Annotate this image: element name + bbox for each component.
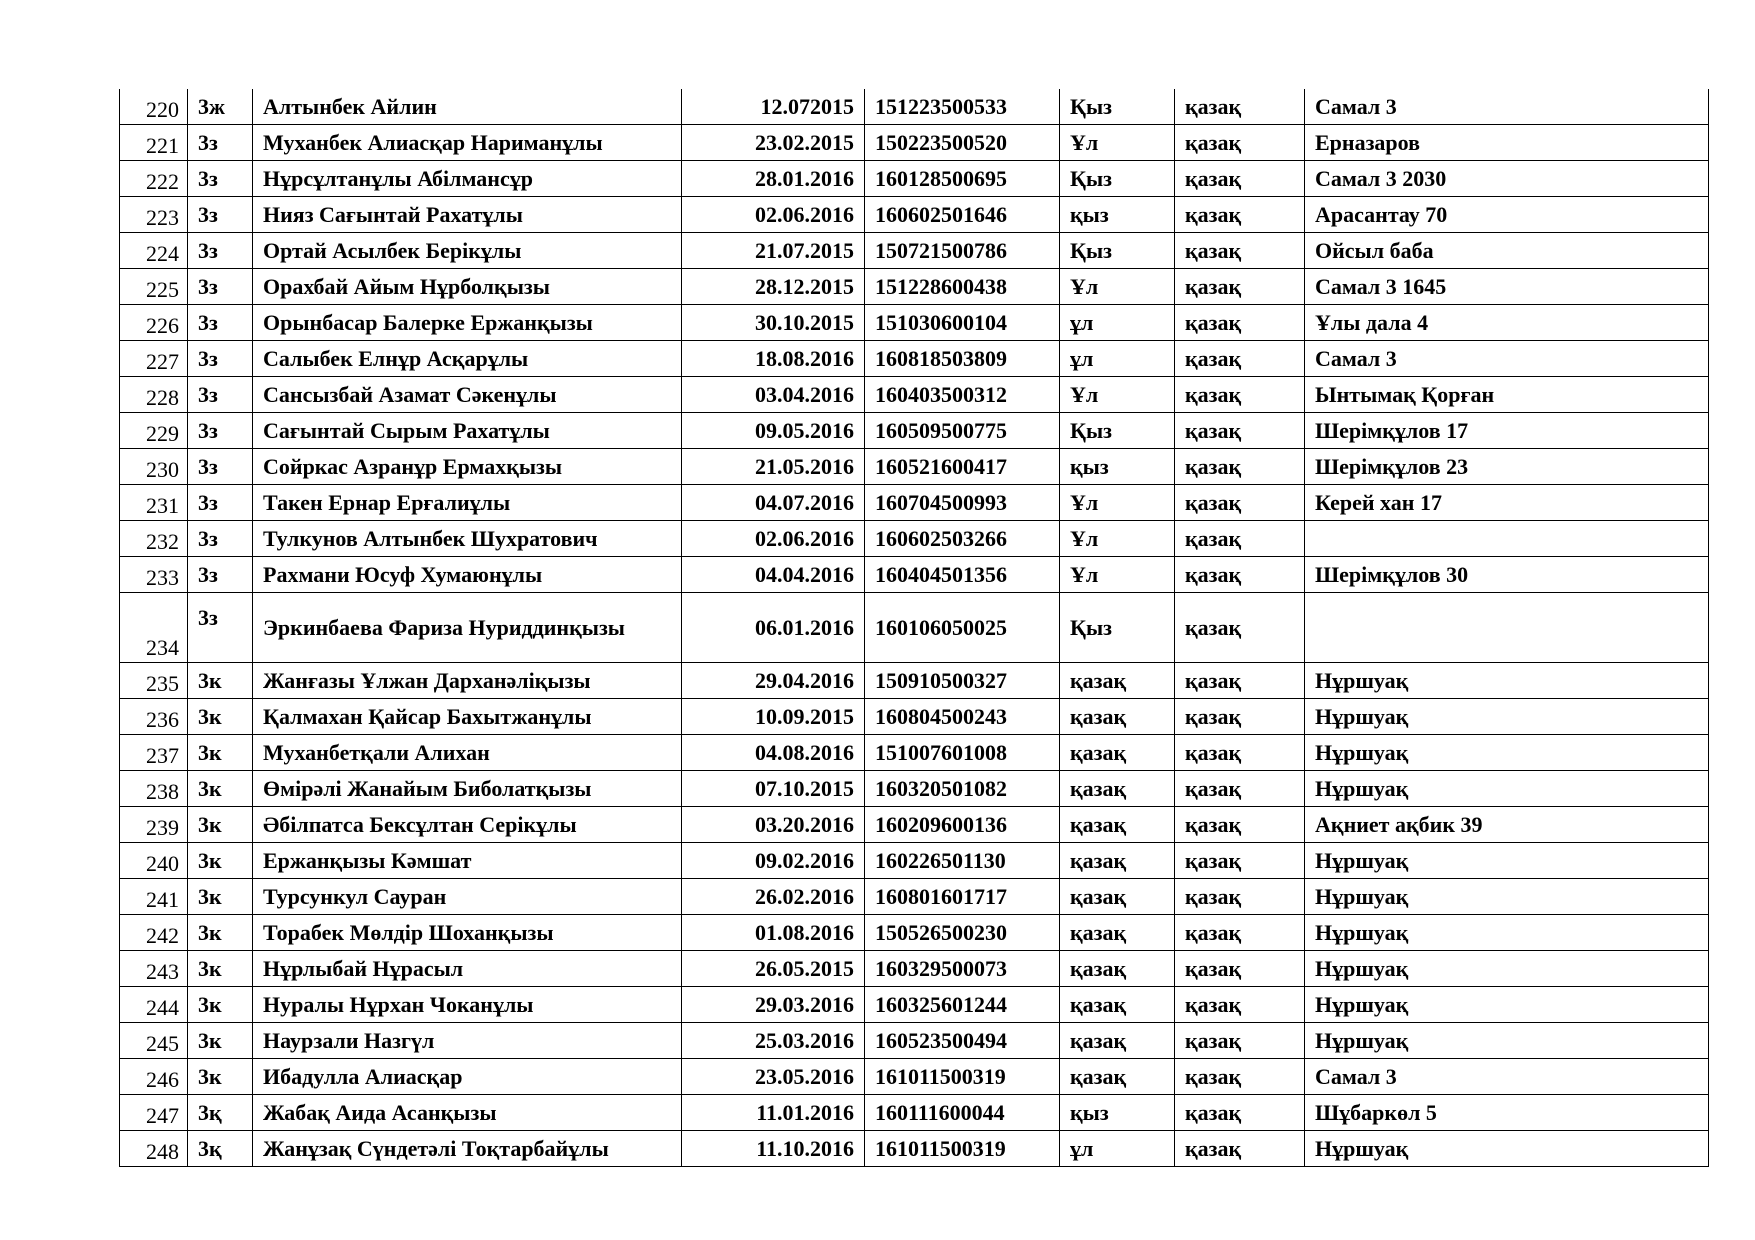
address-cell: Нұршуақ — [1305, 951, 1709, 987]
table-row — [120, 593, 1709, 663]
group-cell: 3к — [188, 951, 253, 987]
address-cell: Нұршуақ — [1305, 987, 1709, 1023]
iin-cell: 160404501356 — [865, 557, 1060, 593]
gender-cell: қазақ — [1060, 951, 1175, 987]
student-name-cell: Нуралы Нұрхан Чоканұлы — [253, 987, 682, 1023]
group-cell: 3к — [188, 987, 253, 1023]
row-number-cell: 228 — [120, 377, 188, 413]
row-number-cell: 227 — [120, 341, 188, 377]
student-name-cell: Муханбек Алиасқар Нариманұлы — [253, 125, 682, 161]
group-cell: 3з — [188, 125, 253, 161]
nationality-cell: қазақ — [1175, 233, 1305, 269]
table-row — [120, 413, 1709, 449]
student-name-cell: Тулкунов Алтынбек Шухратович — [253, 521, 682, 557]
nationality-cell: қазақ — [1175, 377, 1305, 413]
nationality-cell: қазақ — [1175, 879, 1305, 915]
student-name-cell: Такен Ернар Ерғалиұлы — [253, 485, 682, 521]
iin-cell: 160209600136 — [865, 807, 1060, 843]
nationality-cell: қазақ — [1175, 915, 1305, 951]
nationality-cell: қазақ — [1175, 987, 1305, 1023]
gender-cell: қыз — [1060, 1095, 1175, 1131]
iin-cell: 160226501130 — [865, 843, 1060, 879]
iin-cell: 160403500312 — [865, 377, 1060, 413]
group-cell: 3к — [188, 1023, 253, 1059]
row-number-cell: 236 — [120, 699, 188, 735]
birth-date-cell: 28.12.2015 — [682, 269, 865, 305]
birth-date-cell: 06.01.2016 — [682, 593, 865, 663]
nationality-cell: қазақ — [1175, 161, 1305, 197]
group-cell: 3з — [188, 161, 253, 197]
student-name-cell: Қалмахан Қайсар Бахытжанұлы — [253, 699, 682, 735]
iin-cell: 160818503809 — [865, 341, 1060, 377]
nationality-cell: қазақ — [1175, 89, 1305, 125]
address-cell: Нұршуақ — [1305, 843, 1709, 879]
table-row — [120, 915, 1709, 951]
group-cell: 3к — [188, 915, 253, 951]
table-row — [120, 663, 1709, 699]
table-row — [120, 377, 1709, 413]
address-cell: Арасантау 70 — [1305, 197, 1709, 233]
address-cell: Нұршуақ — [1305, 735, 1709, 771]
birth-date-cell: 03.04.2016 — [682, 377, 865, 413]
iin-cell: 160329500073 — [865, 951, 1060, 987]
table-row — [120, 1059, 1709, 1095]
nationality-cell: қазақ — [1175, 305, 1305, 341]
address-cell — [1305, 521, 1709, 557]
row-number-cell: 247 — [120, 1095, 188, 1131]
address-cell: Самал 3 1645 — [1305, 269, 1709, 305]
group-cell: 3қ — [188, 1095, 253, 1131]
student-name-cell: Сағынтай Сырым Рахатұлы — [253, 413, 682, 449]
iin-cell: 160509500775 — [865, 413, 1060, 449]
address-cell: Ұлы дала 4 — [1305, 305, 1709, 341]
nationality-cell: қазақ — [1175, 557, 1305, 593]
group-cell: 3з — [188, 485, 253, 521]
nationality-cell: қазақ — [1175, 1059, 1305, 1095]
group-cell: 3з — [188, 377, 253, 413]
gender-cell: қазақ — [1060, 807, 1175, 843]
row-number-cell: 248 — [120, 1131, 188, 1167]
address-cell: Нұршуақ — [1305, 1131, 1709, 1167]
gender-cell: қыз — [1060, 197, 1175, 233]
student-name-cell: Ортай Асылбек Берікұлы — [253, 233, 682, 269]
row-number-cell: 232 — [120, 521, 188, 557]
address-cell: Шұбаркөл 5 — [1305, 1095, 1709, 1131]
student-name-cell: Орынбасар Балерке Ержанқызы — [253, 305, 682, 341]
student-name-cell: Жанұзақ Сүндетәлі Тоқтарбайұлы — [253, 1131, 682, 1167]
group-cell: 3к — [188, 879, 253, 915]
row-number-cell: 237 — [120, 735, 188, 771]
address-cell: Нұршуақ — [1305, 879, 1709, 915]
table-row — [120, 735, 1709, 771]
nationality-cell: қазақ — [1175, 521, 1305, 557]
row-number-cell: 226 — [120, 305, 188, 341]
group-cell: 3қ — [188, 1131, 253, 1167]
student-name-cell: Ержанқызы Кәмшат — [253, 843, 682, 879]
table-row — [120, 771, 1709, 807]
nationality-cell: қазақ — [1175, 125, 1305, 161]
address-cell: Керей хан 17 — [1305, 485, 1709, 521]
group-cell: 3з — [188, 233, 253, 269]
row-number-cell: 235 — [120, 663, 188, 699]
address-cell: Ерназаров — [1305, 125, 1709, 161]
nationality-cell: қазақ — [1175, 269, 1305, 305]
gender-cell: ұл — [1060, 305, 1175, 341]
gender-cell: ұл — [1060, 1131, 1175, 1167]
group-cell: 3к — [188, 1059, 253, 1095]
row-number-cell: 222 — [120, 161, 188, 197]
birth-date-cell: 02.06.2016 — [682, 521, 865, 557]
birth-date-cell: 02.06.2016 — [682, 197, 865, 233]
birth-date-cell: 29.03.2016 — [682, 987, 865, 1023]
iin-cell: 150721500786 — [865, 233, 1060, 269]
gender-cell: Ұл — [1060, 485, 1175, 521]
address-cell — [1305, 593, 1709, 663]
table-row — [120, 449, 1709, 485]
birth-date-cell: 30.10.2015 — [682, 305, 865, 341]
row-number-cell: 242 — [120, 915, 188, 951]
gender-cell: Қыз — [1060, 413, 1175, 449]
group-cell: 3к — [188, 699, 253, 735]
nationality-cell: қазақ — [1175, 807, 1305, 843]
nationality-cell: қазақ — [1175, 197, 1305, 233]
iin-cell: 151223500533 — [865, 89, 1060, 125]
birth-date-cell: 07.10.2015 — [682, 771, 865, 807]
nationality-cell: қазақ — [1175, 699, 1305, 735]
nationality-cell: қазақ — [1175, 485, 1305, 521]
gender-cell: Қыз — [1060, 89, 1175, 125]
gender-cell: қазақ — [1060, 843, 1175, 879]
row-number-cell: 225 — [120, 269, 188, 305]
gender-cell: Ұл — [1060, 125, 1175, 161]
gender-cell: Ұл — [1060, 557, 1175, 593]
table-row — [120, 1095, 1709, 1131]
row-number-cell: 241 — [120, 879, 188, 915]
gender-cell: қазақ — [1060, 987, 1175, 1023]
birth-date-cell: 26.05.2015 — [682, 951, 865, 987]
birth-date-cell: 09.05.2016 — [682, 413, 865, 449]
nationality-cell: қазақ — [1175, 413, 1305, 449]
birth-date-cell: 25.03.2016 — [682, 1023, 865, 1059]
row-number-cell: 223 — [120, 197, 188, 233]
birth-date-cell: 04.07.2016 — [682, 485, 865, 521]
address-cell: Самал 3 — [1305, 89, 1709, 125]
nationality-cell: қазақ — [1175, 593, 1305, 663]
student-name-cell: Әбілпатса Бексұлтан Серікұлы — [253, 807, 682, 843]
iin-cell: 151228600438 — [865, 269, 1060, 305]
table-row — [120, 233, 1709, 269]
iin-cell: 150223500520 — [865, 125, 1060, 161]
address-cell: Ынтымақ Қорған — [1305, 377, 1709, 413]
row-number-cell: 239 — [120, 807, 188, 843]
table-row — [120, 699, 1709, 735]
birth-date-cell: 21.05.2016 — [682, 449, 865, 485]
gender-cell: Қыз — [1060, 593, 1175, 663]
group-cell: 3з — [188, 557, 253, 593]
gender-cell: қазақ — [1060, 735, 1175, 771]
table-row — [120, 161, 1709, 197]
address-cell: Шерімқұлов 23 — [1305, 449, 1709, 485]
birth-date-cell: 18.08.2016 — [682, 341, 865, 377]
group-cell: 3з — [188, 305, 253, 341]
birth-date-cell: 10.09.2015 — [682, 699, 865, 735]
address-cell: Самал 3 — [1305, 1059, 1709, 1095]
address-cell: Шерімқұлов 17 — [1305, 413, 1709, 449]
student-name-cell: Ибадулла Алиасқар — [253, 1059, 682, 1095]
group-cell: 3к — [188, 735, 253, 771]
row-number-cell: 229 — [120, 413, 188, 449]
address-cell: Нұршуақ — [1305, 915, 1709, 951]
student-name-cell: Эркинбаева Фариза Нуриддинқызы — [253, 593, 682, 663]
table-row — [120, 269, 1709, 305]
iin-cell: 151030600104 — [865, 305, 1060, 341]
birth-date-cell: 04.08.2016 — [682, 735, 865, 771]
birth-date-cell: 11.01.2016 — [682, 1095, 865, 1131]
table-row — [120, 125, 1709, 161]
nationality-cell: қазақ — [1175, 1023, 1305, 1059]
gender-cell: қыз — [1060, 449, 1175, 485]
student-name-cell: Салыбек Елнұр Асқарұлы — [253, 341, 682, 377]
group-cell: 3з — [188, 269, 253, 305]
group-cell: 3з — [188, 449, 253, 485]
gender-cell: Ұл — [1060, 269, 1175, 305]
address-cell: Ақниет ақбик 39 — [1305, 807, 1709, 843]
group-cell: 3з — [188, 521, 253, 557]
gender-cell: қазақ — [1060, 699, 1175, 735]
row-number-cell: 238 — [120, 771, 188, 807]
row-number-cell: 220 — [120, 89, 188, 125]
student-name-cell: Сойркас Азранұр Ермахқызы — [253, 449, 682, 485]
nationality-cell: қазақ — [1175, 1131, 1305, 1167]
row-number-cell: 246 — [120, 1059, 188, 1095]
nationality-cell: қазақ — [1175, 951, 1305, 987]
row-number-cell: 245 — [120, 1023, 188, 1059]
gender-cell: Ұл — [1060, 377, 1175, 413]
table-row — [120, 341, 1709, 377]
nationality-cell: қазақ — [1175, 341, 1305, 377]
student-name-cell: Орахбай Айым Нұрболқызы — [253, 269, 682, 305]
nationality-cell: қазақ — [1175, 449, 1305, 485]
student-name-cell: Сансызбай Азамат Сәкенұлы — [253, 377, 682, 413]
row-number-cell: 230 — [120, 449, 188, 485]
iin-cell: 160523500494 — [865, 1023, 1060, 1059]
student-name-cell: Жанғазы Ұлжан Дарханәлiқызы — [253, 663, 682, 699]
student-name-cell: Нұрсұлтанұлы Абілмансұр — [253, 161, 682, 197]
iin-cell: 160325601244 — [865, 987, 1060, 1023]
iin-cell: 160128500695 — [865, 161, 1060, 197]
table-row — [120, 557, 1709, 593]
nationality-cell: қазақ — [1175, 735, 1305, 771]
iin-cell: 150910500327 — [865, 663, 1060, 699]
row-number-cell: 243 — [120, 951, 188, 987]
table-row — [120, 843, 1709, 879]
iin-cell: 160804500243 — [865, 699, 1060, 735]
student-name-cell: Торабек Мөлдір Шоханқызы — [253, 915, 682, 951]
student-name-cell: Рахмани Юсуф Хумаюнұлы — [253, 557, 682, 593]
nationality-cell: қазақ — [1175, 771, 1305, 807]
iin-cell: 151007601008 — [865, 735, 1060, 771]
table-row — [120, 305, 1709, 341]
table-row — [120, 89, 1709, 125]
table-row — [120, 197, 1709, 233]
student-name-cell: Нұрлыбай Нұрасыл — [253, 951, 682, 987]
student-name-cell: Наурзали Назгүл — [253, 1023, 682, 1059]
student-name-cell: Өмірәлі Жанайым Биболатқызы — [253, 771, 682, 807]
table-row — [120, 485, 1709, 521]
row-number-cell: 240 — [120, 843, 188, 879]
nationality-cell: қазақ — [1175, 663, 1305, 699]
nationality-cell: қазақ — [1175, 1095, 1305, 1131]
birth-date-cell: 29.04.2016 — [682, 663, 865, 699]
group-cell: 3ж — [188, 89, 253, 125]
gender-cell: Ұл — [1060, 521, 1175, 557]
table-row — [120, 521, 1709, 557]
gender-cell: қазақ — [1060, 1023, 1175, 1059]
student-name-cell: Муханбетқали Алихан — [253, 735, 682, 771]
gender-cell: Қыз — [1060, 233, 1175, 269]
birth-date-cell: 01.08.2016 — [682, 915, 865, 951]
table-row — [120, 1023, 1709, 1059]
gender-cell: қазақ — [1060, 1059, 1175, 1095]
gender-cell: қазақ — [1060, 879, 1175, 915]
group-cell: 3к — [188, 771, 253, 807]
birth-date-cell: 21.07.2015 — [682, 233, 865, 269]
group-cell: 3з — [188, 341, 253, 377]
table-row — [120, 951, 1709, 987]
birth-date-cell: 04.04.2016 — [682, 557, 865, 593]
row-number-cell: 231 — [120, 485, 188, 521]
student-name-cell: Нияз Сағынтай Рахатұлы — [253, 197, 682, 233]
gender-cell: Қыз — [1060, 161, 1175, 197]
table-row — [120, 807, 1709, 843]
address-cell: Нұршуақ — [1305, 1023, 1709, 1059]
iin-cell: 160602503266 — [865, 521, 1060, 557]
address-cell: Самал 3 2030 — [1305, 161, 1709, 197]
address-cell: Шерімқұлов 30 — [1305, 557, 1709, 593]
group-cell: 3з — [188, 197, 253, 233]
iin-cell: 160106050025 — [865, 593, 1060, 663]
iin-cell: 160320501082 — [865, 771, 1060, 807]
iin-cell: 160602501646 — [865, 197, 1060, 233]
group-cell: 3к — [188, 663, 253, 699]
table-row — [120, 987, 1709, 1023]
birth-date-cell: 28.01.2016 — [682, 161, 865, 197]
iin-cell: 161011500319 — [865, 1059, 1060, 1095]
gender-cell: қазақ — [1060, 663, 1175, 699]
table-row — [120, 879, 1709, 915]
iin-cell: 150526500230 — [865, 915, 1060, 951]
iin-cell: 160111600044 — [865, 1095, 1060, 1131]
student-registry-table — [119, 89, 1709, 1167]
address-cell: Самал 3 — [1305, 341, 1709, 377]
birth-date-cell: 09.02.2016 — [682, 843, 865, 879]
iin-cell: 160704500993 — [865, 485, 1060, 521]
group-cell: 3к — [188, 807, 253, 843]
birth-date-cell: 12.072015 — [682, 89, 865, 125]
nationality-cell: қазақ — [1175, 843, 1305, 879]
iin-cell: 161011500319 — [865, 1131, 1060, 1167]
birth-date-cell: 26.02.2016 — [682, 879, 865, 915]
row-number-cell: 224 — [120, 233, 188, 269]
table-row — [120, 1131, 1709, 1167]
registry-body — [120, 89, 1709, 1167]
gender-cell: ұл — [1060, 341, 1175, 377]
gender-cell: қазақ — [1060, 915, 1175, 951]
gender-cell: қазақ — [1060, 771, 1175, 807]
group-cell: 3з — [188, 593, 253, 663]
group-cell: 3к — [188, 843, 253, 879]
student-name-cell: Алтынбек Айлин — [253, 89, 682, 125]
iin-cell: 160801601717 — [865, 879, 1060, 915]
row-number-cell: 233 — [120, 557, 188, 593]
address-cell: Нұршуақ — [1305, 771, 1709, 807]
birth-date-cell: 11.10.2016 — [682, 1131, 865, 1167]
birth-date-cell: 23.02.2015 — [682, 125, 865, 161]
row-number-cell: 244 — [120, 987, 188, 1023]
row-number-cell: 234 — [120, 593, 188, 663]
address-cell: Нұршуақ — [1305, 663, 1709, 699]
address-cell: Ойсыл баба — [1305, 233, 1709, 269]
student-name-cell: Жабақ Аида Асанқызы — [253, 1095, 682, 1131]
birth-date-cell: 23.05.2016 — [682, 1059, 865, 1095]
row-number-cell: 221 — [120, 125, 188, 161]
birth-date-cell: 03.20.2016 — [682, 807, 865, 843]
iin-cell: 160521600417 — [865, 449, 1060, 485]
group-cell: 3з — [188, 413, 253, 449]
student-name-cell: Турсункул Сауран — [253, 879, 682, 915]
address-cell: Нұршуақ — [1305, 699, 1709, 735]
